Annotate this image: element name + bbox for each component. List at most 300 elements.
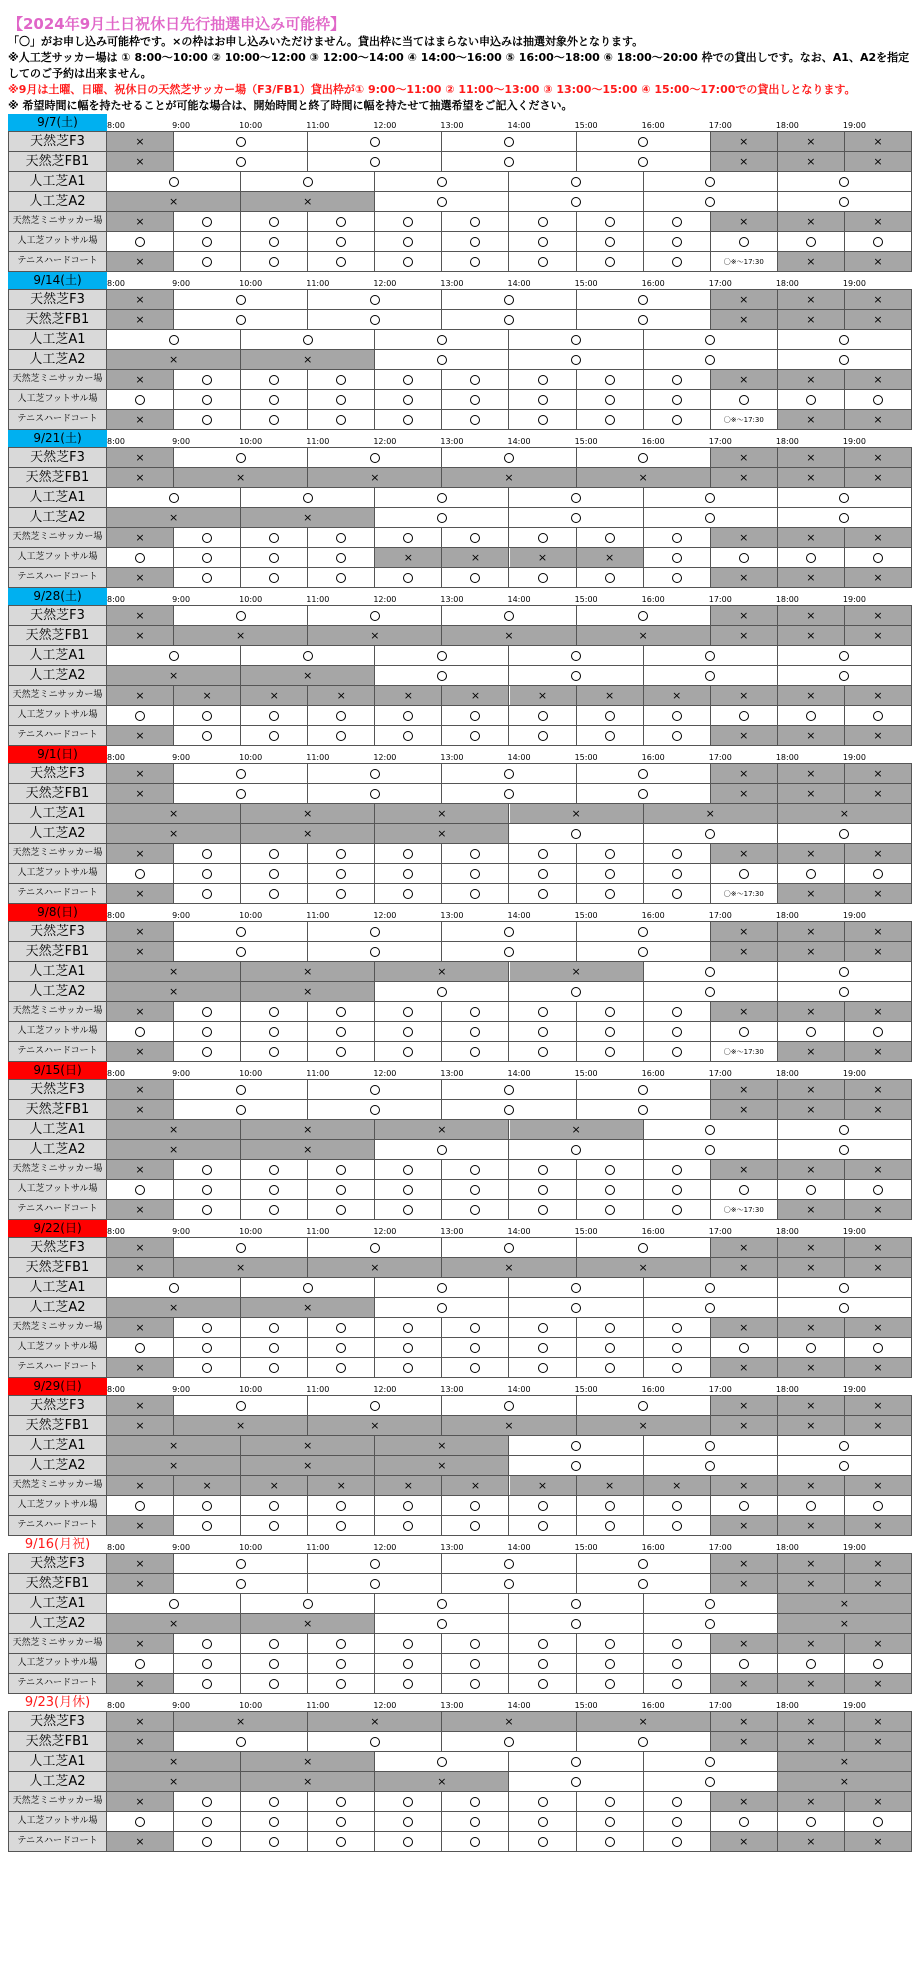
time-label: 14:00: [507, 437, 531, 446]
slot-available: [845, 1022, 912, 1041]
facility-label: 人工芝A1: [8, 172, 107, 191]
slot-unavailable: ×: [174, 1712, 308, 1731]
facility-row-a2: [8, 192, 912, 212]
slot-unavailable: ×: [107, 686, 174, 705]
slot-available: [778, 962, 912, 981]
facility-row-f3: [8, 922, 912, 942]
slot-available: [174, 1080, 308, 1099]
time-label: 17:00: [708, 437, 732, 446]
slot-unavailable: ×: [845, 1574, 912, 1593]
facility-row-f3: [8, 764, 912, 784]
slot-available: [308, 1080, 442, 1099]
slot-unavailable: ×: [711, 310, 778, 329]
time-label: 17:00: [708, 1701, 732, 1710]
circle-icon: [672, 1205, 682, 1215]
slot-available: [577, 1180, 644, 1199]
time-label: 13:00: [440, 595, 464, 604]
facility-row-a2: [8, 824, 912, 844]
time-label: 8:00: [107, 753, 125, 762]
facility-label: 人工芝フットサル場: [8, 1496, 107, 1515]
slot-unavailable: ×: [711, 1258, 778, 1277]
slot-unavailable: ×: [711, 1574, 778, 1593]
circle-icon: [571, 1145, 581, 1155]
facility-row-fb1: [8, 1100, 912, 1120]
circle-icon: [638, 453, 648, 463]
slot-unavailable: ×: [845, 884, 912, 903]
slot-available: [577, 152, 711, 171]
slot-unavailable: ×: [107, 804, 241, 823]
facility-row-tennis: [8, 884, 912, 904]
facility-row-fb1: [8, 1574, 912, 1594]
circle-icon: [839, 967, 849, 977]
circle-icon: [538, 1837, 548, 1847]
slot-available: [241, 172, 375, 191]
circle-icon: [672, 1501, 682, 1511]
facility-label: 天然芝F3: [8, 290, 107, 309]
slot-unavailable: ×: [375, 1436, 509, 1455]
time-label: 13:00: [440, 753, 464, 762]
day-header: [8, 904, 912, 921]
slot-unavailable: ×: [107, 448, 174, 467]
day-header: [8, 746, 912, 763]
slot-available: [308, 784, 442, 803]
slot-available: [510, 1278, 644, 1297]
circle-icon: [470, 1323, 480, 1333]
circle-icon: [605, 1639, 615, 1649]
slot-unavailable: ×: [241, 1614, 375, 1633]
time-label: 14:00: [507, 1069, 531, 1078]
time-label: 12:00: [373, 1701, 397, 1710]
slot-available: [174, 706, 241, 725]
slot-available: [308, 232, 375, 251]
facility-row-mini: [8, 686, 912, 706]
slot-available: [644, 1812, 711, 1831]
slot-unavailable: ×: [711, 922, 778, 941]
circle-icon: [538, 1007, 548, 1017]
circle-icon: [370, 1559, 380, 1569]
circle-icon: [672, 731, 682, 741]
slot-unavailable: ×: [241, 1456, 375, 1475]
circle-icon: [739, 711, 749, 721]
slot-available: [711, 252, 778, 271]
circle-icon: [705, 177, 715, 187]
slot-unavailable: ×: [107, 528, 174, 547]
circle-icon: [605, 849, 615, 859]
facility-table: [8, 131, 912, 272]
slot-available: [174, 152, 308, 171]
slot-available: [510, 1496, 577, 1515]
circle-icon: [202, 1817, 212, 1827]
circle-icon: [437, 1145, 447, 1155]
slot-available: [375, 1160, 442, 1179]
time-label: 13:00: [440, 1385, 464, 1394]
slot-available: [375, 1200, 442, 1219]
circle-icon: [403, 1007, 413, 1017]
circle-icon: [873, 395, 883, 405]
circle-icon: [705, 1777, 715, 1787]
page: [8, 0, 912, 1852]
circle-icon: [571, 1303, 581, 1313]
facility-label: 天然芝ミニサッカー場: [8, 212, 107, 231]
slot-unavailable: ×: [778, 1574, 845, 1593]
facility-label: 天然芝ミニサッカー場: [8, 686, 107, 705]
circle-icon: [403, 1027, 413, 1037]
facility-label: 天然芝F3: [8, 448, 107, 467]
slot-unavailable: ×: [845, 1160, 912, 1179]
circle-icon: [571, 1619, 581, 1629]
time-label: 19:00: [842, 595, 866, 604]
time-label: 12:00: [373, 121, 397, 130]
facility-row-fb1: [8, 1258, 912, 1278]
circle-icon: [236, 295, 246, 305]
circle-icon: [470, 1659, 480, 1669]
time-label: 18:00: [775, 121, 799, 130]
slot-available: [241, 1042, 308, 1061]
time-label: 11:00: [306, 1385, 330, 1394]
facility-label: 人工芝A2: [8, 1456, 107, 1475]
slot-unavailable: ×: [711, 290, 778, 309]
time-label: 18:00: [775, 1385, 799, 1394]
slot-available: [375, 1674, 442, 1693]
slot-available: [174, 1554, 308, 1573]
slot-unavailable: ×: [107, 1476, 174, 1495]
facility-row-futsal: [8, 1022, 912, 1042]
slot-available: [442, 922, 576, 941]
slot-available: [442, 390, 509, 409]
slot-unavailable: ×: [778, 1476, 845, 1495]
circle-icon: [605, 1205, 615, 1215]
circle-icon: [605, 1323, 615, 1333]
facility-label: テニスハードコート: [8, 252, 107, 271]
slot-unavailable: ×: [845, 448, 912, 467]
note-0: 「〇」がお申し込み可能枠です。×の枠はお申し込みいただけません。貸出枠に当てはまらない申込みは抽選対象外となります。: [8, 35, 644, 48]
slot-available: [711, 390, 778, 409]
circle-icon: [236, 137, 246, 147]
circle-icon: [504, 1737, 514, 1747]
slot-available: [241, 1812, 308, 1831]
time-label: 13:00: [440, 911, 464, 920]
circle-icon: [470, 415, 480, 425]
slot-available: [644, 1278, 778, 1297]
slot-available: [107, 646, 241, 665]
circle-icon: [538, 573, 548, 583]
circle-icon: [571, 829, 581, 839]
slot-available: [241, 726, 308, 745]
day-block: [8, 904, 912, 1062]
slot-available: [510, 1298, 644, 1317]
circle-icon: [470, 1205, 480, 1215]
slot-unavailable: ×: [107, 152, 174, 171]
slot-unavailable: ×: [241, 666, 375, 685]
slot-unavailable: ×: [107, 922, 174, 941]
slot-unavailable: ×: [845, 1416, 912, 1435]
circle-icon: [336, 1007, 346, 1017]
circle-icon: [403, 1343, 413, 1353]
slot-available: [308, 370, 375, 389]
slot-unavailable: ×: [375, 1476, 442, 1495]
circle-icon: [135, 1817, 145, 1827]
slot-unavailable: ×: [845, 942, 912, 961]
slot-available: [241, 1180, 308, 1199]
circle-icon: [336, 415, 346, 425]
time-label: 15:00: [574, 1385, 598, 1394]
slot-unavailable: ×: [845, 844, 912, 863]
slot-unavailable: ×: [107, 290, 174, 309]
time-label: 16:00: [641, 1069, 665, 1078]
circle-icon: [504, 157, 514, 167]
slot-available: [107, 1338, 174, 1357]
circle-icon: [470, 1027, 480, 1037]
facility-table: [8, 1711, 912, 1852]
slot-unavailable: ×: [778, 1516, 845, 1535]
slot-available: [510, 1160, 577, 1179]
facility-row-f3: [8, 132, 912, 152]
slot-available: [711, 232, 778, 251]
time-axis: [107, 1062, 912, 1079]
slot-available: [644, 1120, 778, 1139]
slot-unavailable: ×: [711, 212, 778, 231]
slot-unavailable: ×: [174, 626, 308, 645]
slot-available: [644, 884, 711, 903]
circle-icon: [403, 889, 413, 899]
slot-unavailable: ×: [107, 568, 174, 587]
slot-available: [375, 1002, 442, 1021]
circle-icon: [504, 1085, 514, 1095]
circle-icon: [605, 533, 615, 543]
slot-note: 〇※～17:30: [723, 1047, 764, 1056]
facility-row-mini: [8, 1792, 912, 1812]
facility-row-mini: [8, 1634, 912, 1654]
slot-unavailable: ×: [845, 1712, 912, 1731]
circle-icon: [538, 1343, 548, 1353]
circle-icon: [236, 157, 246, 167]
time-label: 15:00: [574, 595, 598, 604]
slot-unavailable: ×: [107, 666, 241, 685]
time-label: 9:00: [172, 1227, 191, 1236]
circle-icon: [638, 157, 648, 167]
time-label: 19:00: [842, 437, 866, 446]
circle-icon: [269, 1185, 279, 1195]
slot-available: [510, 646, 644, 665]
day-label: 9/14(土): [8, 272, 107, 289]
slot-available: [510, 1042, 577, 1061]
time-label: 19:00: [842, 1543, 866, 1552]
slot-unavailable: ×: [375, 1120, 509, 1139]
slot-available: [510, 1140, 644, 1159]
circle-icon: [605, 217, 615, 227]
facility-table: [8, 605, 912, 746]
slot-available: [510, 1200, 577, 1219]
slot-available: [644, 646, 778, 665]
circle-icon: [538, 869, 548, 879]
slot-unavailable: ×: [107, 192, 241, 211]
slot-available: [174, 132, 308, 151]
slot-available: [442, 232, 509, 251]
circle-icon: [538, 731, 548, 741]
slot-unavailable: ×: [174, 1258, 308, 1277]
slot-available: [174, 1160, 241, 1179]
slot-unavailable: ×: [241, 508, 375, 527]
slot-unavailable: ×: [778, 528, 845, 547]
slot-unavailable: ×: [375, 1456, 509, 1475]
time-label: 12:00: [373, 595, 397, 604]
facility-label: 天然芝F3: [8, 922, 107, 941]
circle-icon: [538, 711, 548, 721]
circle-icon: [571, 671, 581, 681]
time-axis: [107, 1378, 912, 1395]
circle-icon: [705, 355, 715, 365]
circle-icon: [236, 1401, 246, 1411]
slot-available: [308, 1812, 375, 1831]
circle-icon: [403, 711, 413, 721]
circle-icon: [470, 573, 480, 583]
slot-unavailable: ×: [711, 1634, 778, 1653]
facility-row-fb1: [8, 468, 912, 488]
slot-available: [174, 1396, 308, 1415]
circle-icon: [638, 315, 648, 325]
circle-icon: [538, 1205, 548, 1215]
circle-icon: [538, 1521, 548, 1531]
facility-label: テニスハードコート: [8, 410, 107, 429]
slot-available: [241, 1002, 308, 1021]
slot-available: [308, 864, 375, 883]
slot-available: [644, 1180, 711, 1199]
slot-unavailable: ×: [778, 1318, 845, 1337]
slot-available: [644, 390, 711, 409]
slot-available: [308, 1654, 375, 1673]
slot-unavailable: ×: [845, 290, 912, 309]
circle-icon: [269, 849, 279, 859]
slot-available: [510, 884, 577, 903]
circle-icon: [672, 1185, 682, 1195]
time-label: 19:00: [842, 1701, 866, 1710]
slot-available: [174, 1496, 241, 1515]
slot-unavailable: ×: [241, 804, 375, 823]
circle-icon: [638, 769, 648, 779]
circle-icon: [403, 1363, 413, 1373]
slot-available: [644, 1772, 778, 1791]
time-label: 18:00: [775, 1227, 799, 1236]
facility-row-fb1: [8, 310, 912, 330]
circle-icon: [135, 1659, 145, 1669]
facility-row-tennis: [8, 1674, 912, 1694]
slot-unavailable: ×: [711, 1318, 778, 1337]
facility-row-futsal: [8, 232, 912, 252]
slot-available: [577, 410, 644, 429]
circle-icon: [739, 553, 749, 563]
slot-unavailable: ×: [241, 982, 375, 1001]
slot-unavailable: ×: [778, 1752, 912, 1771]
slot-available: [778, 508, 912, 527]
slot-available: [107, 390, 174, 409]
circle-icon: [403, 1047, 413, 1057]
slot-available: [241, 410, 308, 429]
slot-available: [577, 290, 711, 309]
facility-label: 天然芝FB1: [8, 626, 107, 645]
slot-available: [174, 212, 241, 231]
slot-unavailable: ×: [845, 1258, 912, 1277]
slot-available: [778, 488, 912, 507]
facility-label: 天然芝F3: [8, 1080, 107, 1099]
slot-unavailable: ×: [107, 212, 174, 231]
slot-unavailable: ×: [778, 1772, 912, 1791]
circle-icon: [336, 1323, 346, 1333]
slot-unavailable: ×: [711, 448, 778, 467]
circle-icon: [538, 1817, 548, 1827]
circle-icon: [605, 395, 615, 405]
slot-unavailable: ×: [107, 1436, 241, 1455]
slot-available: [577, 922, 711, 941]
circle-icon: [672, 217, 682, 227]
slot-available: [241, 1278, 375, 1297]
slot-available: [174, 1674, 241, 1693]
time-label: 17:00: [708, 1227, 732, 1236]
slot-available: [308, 448, 442, 467]
circle-icon: [504, 769, 514, 779]
circle-icon: [370, 947, 380, 957]
circle-icon: [370, 1085, 380, 1095]
facility-label: 人工芝A2: [8, 1614, 107, 1633]
slot-available: [241, 706, 308, 725]
circle-icon: [403, 415, 413, 425]
slot-unavailable: ×: [107, 1456, 241, 1475]
slot-unavailable: ×: [174, 1476, 241, 1495]
slot-available: [644, 726, 711, 745]
slot-available: [308, 1554, 442, 1573]
slot-unavailable: ×: [107, 1416, 174, 1435]
slot-available: [644, 1832, 711, 1851]
facility-row-futsal: [8, 1180, 912, 1200]
slot-unavailable: ×: [107, 1100, 174, 1119]
slot-available: [778, 1278, 912, 1297]
circle-icon: [538, 1185, 548, 1195]
slot-available: [644, 1496, 711, 1515]
slot-available: [375, 982, 509, 1001]
facility-row-a1: [8, 330, 912, 350]
circle-icon: [873, 711, 883, 721]
slot-available: [778, 548, 845, 567]
slot-available: [778, 350, 912, 369]
slot-available: [308, 1180, 375, 1199]
facility-label: テニスハードコート: [8, 1200, 107, 1219]
facility-row-futsal: [8, 1496, 912, 1516]
day-label: 9/28(土): [8, 588, 107, 605]
circle-icon: [806, 1027, 816, 1037]
slot-available: [577, 1496, 644, 1515]
slot-available: [375, 390, 442, 409]
time-label: 10:00: [239, 437, 263, 446]
time-label: 10:00: [239, 1543, 263, 1552]
circle-icon: [504, 789, 514, 799]
circle-icon: [470, 1185, 480, 1195]
slot-unavailable: ×: [845, 468, 912, 487]
facility-row-f3: [8, 1080, 912, 1100]
time-label: 14:00: [507, 911, 531, 920]
circle-icon: [470, 849, 480, 859]
circle-icon: [638, 927, 648, 937]
slot-available: [644, 1654, 711, 1673]
slot-unavailable: ×: [778, 1002, 845, 1021]
circle-icon: [336, 1027, 346, 1037]
slot-available: [375, 1832, 442, 1851]
circle-icon: [269, 533, 279, 543]
slot-available: [174, 410, 241, 429]
facility-row-a1: [8, 1436, 912, 1456]
slot-unavailable: ×: [778, 1100, 845, 1119]
circle-icon: [269, 1343, 279, 1353]
slot-available: [174, 1238, 308, 1257]
circle-icon: [403, 1639, 413, 1649]
